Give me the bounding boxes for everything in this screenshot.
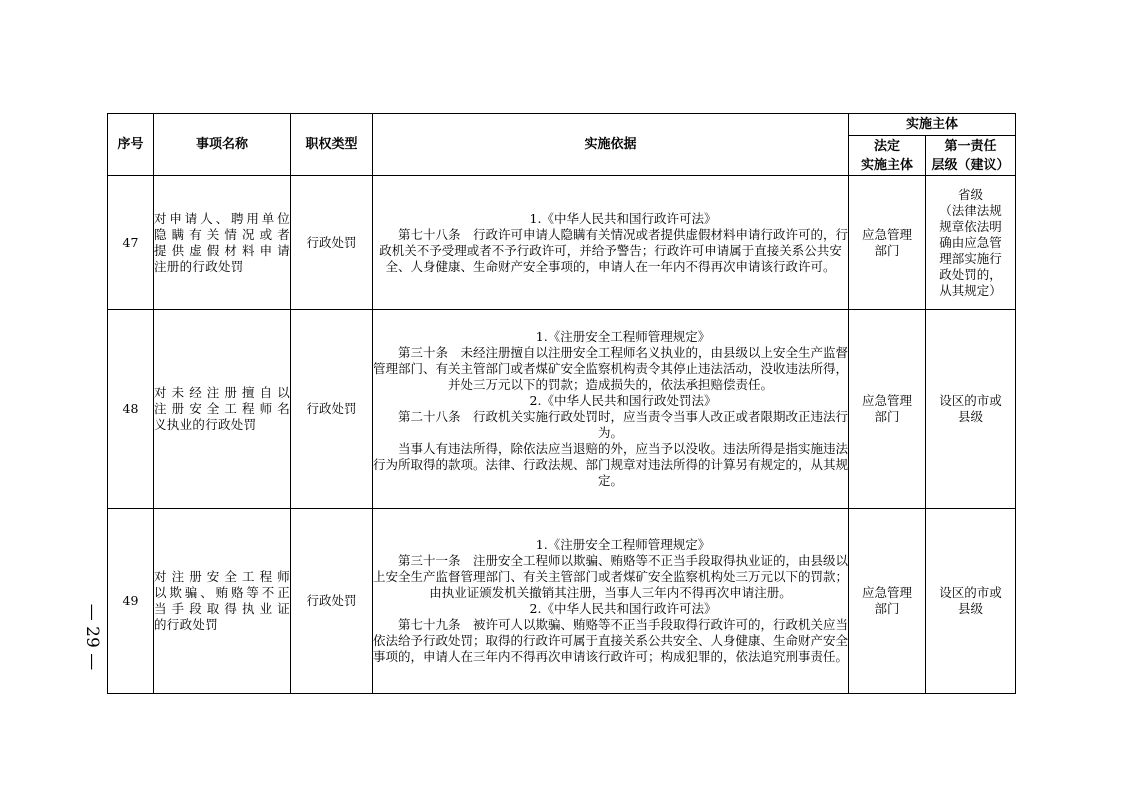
level-line: 从其规定） — [939, 282, 1002, 298]
header-item-name: 事项名称 — [154, 114, 291, 176]
header-first-resp-line1: 第一责任 — [944, 138, 997, 154]
level-line: （法律法规 — [939, 202, 1002, 218]
item-name-line: 注册的行政处罚 — [154, 258, 244, 274]
item-name-line: 对未经注册擅自以 — [154, 385, 290, 400]
item-name-line: 对注册安全工程师 — [154, 569, 290, 584]
header-legal-subject — [849, 136, 926, 176]
basis-paragraph: 第七十八条 行政许可申请人隐瞒有关情况或者提供虚假材料申请行政许可的，行政机关不予受理或者不予行政许可，并给予警告；行政许可申请属于直接关系公共安全、人身健康、生命财产安全事项的，申请人在一年内不得再次申请该行政许可。 — [379, 226, 849, 274]
header-subject-group: 实施主体 — [849, 114, 1016, 136]
item-name-line: 义执业的行政处罚 — [154, 417, 257, 432]
level-line: 确由应急管 — [939, 234, 1002, 250]
header-seq: 序号 — [108, 114, 154, 176]
subject-line: 应急管理 — [861, 393, 912, 408]
row-legal-subject — [849, 310, 926, 509]
row-item-name — [154, 509, 291, 694]
basis-paragraph: 当事人有违法所得，除依法应当退赔的外，应当予以没收。违法所得是指实施违法行为所取得的款项。法律、行政法规、部门规章对违法所得的计算另有规定的，从其规定。 — [373, 441, 849, 488]
row-power-type: 行政处罚 — [291, 310, 373, 509]
basis-paragraph: 1.《注册安全工程师管理规定》 — [535, 537, 711, 552]
row-item-name — [154, 176, 291, 310]
basis-paragraph: 2.《中华人民共和国行政许可法》 — [529, 601, 717, 616]
subject-line: 部门 — [874, 601, 900, 616]
item-name-line: 当手段取得执业证 — [154, 601, 290, 616]
table-row — [108, 509, 1016, 694]
basis-paragraph: 第三十条 未经注册擅自以注册安全工程师名义执业的，由县级以上安全生产监督管理部门、有关主管部门或者煤矿安全监察机构责令其停止违法活动，没收违法所得，并处三万元以下的罚款；造成损失的，依法承担赔偿责任。 — [373, 345, 849, 392]
item-name-line: 以欺骗、贿赂等不正 — [154, 585, 290, 600]
item-name-line: 的行政处罚 — [154, 617, 219, 632]
header-first-responsibility — [926, 136, 1016, 176]
row-first-responsibility — [926, 509, 1016, 694]
item-name-line: 注册安全工程师名 — [154, 401, 290, 416]
table-row — [108, 176, 1016, 310]
row-item-name — [154, 310, 291, 509]
row-basis — [373, 310, 849, 509]
basis-paragraph: 第七十九条 被许可人以欺骗、贿赂等不正当手段取得行政许可的，行政机关应当依法给予行政处罚；取得的行政许可属于直接关系公共安全、人身健康、生命财产安全事项的，申请人在三年内不得再次申请该行政许可；构成犯罪的，依法追究刑事责任。 — [373, 617, 849, 664]
subject-line: 部门 — [874, 409, 900, 424]
level-line: 县级 — [958, 601, 984, 616]
page-number: — 29 — — [82, 603, 102, 671]
row-first-responsibility — [926, 176, 1016, 310]
header-legal-subject-line1: 法定 — [873, 138, 900, 154]
level-line: 规章依法明 — [939, 218, 1002, 234]
header-power-type: 职权类型 — [291, 114, 373, 176]
level-line: 设区的市或 — [939, 393, 1002, 408]
row-seq: 48 — [108, 310, 154, 509]
level-line: 理部实施行 — [939, 250, 1002, 266]
subject-line: 部门 — [874, 242, 900, 258]
row-legal-subject — [849, 509, 926, 694]
row-legal-subject — [849, 176, 926, 310]
power-list-table — [107, 113, 1016, 694]
row-basis — [373, 509, 849, 694]
row-seq: 49 — [108, 509, 154, 694]
row-power-type: 行政处罚 — [291, 176, 373, 310]
item-name-line: 隐瞒有关情况或者 — [154, 226, 290, 242]
row-first-responsibility — [926, 310, 1016, 509]
level-line: 县级 — [958, 409, 984, 424]
row-seq: 47 — [108, 176, 154, 310]
level-line: 设区的市或 — [939, 585, 1002, 600]
subject-line: 应急管理 — [861, 226, 912, 242]
subject-line: 应急管理 — [861, 585, 912, 600]
header-first-resp-line2: 层级（建议） — [931, 157, 1010, 173]
basis-paragraph: 2.《中华人民共和国行政处罚法》 — [529, 393, 717, 408]
basis-paragraph: 1.《中华人民共和国行政许可法》 — [529, 210, 717, 226]
level-line: 政处罚的， — [939, 266, 1002, 282]
item-name-line: 提供虚假材料申请 — [154, 242, 290, 258]
basis-paragraph: 1.《注册安全工程师管理规定》 — [535, 329, 711, 344]
table-row — [108, 310, 1016, 509]
item-name-line: 对申请人、聘用单位 — [154, 210, 290, 226]
basis-paragraph: 第二十八条 行政机关实施行政处罚时，应当责令当事人改正或者限期改正违法行为。 — [398, 409, 849, 440]
header-legal-subject-line2: 实施主体 — [860, 157, 913, 173]
header-basis: 实施依据 — [373, 114, 849, 176]
row-basis — [373, 176, 849, 310]
level-line: 省级 — [958, 186, 984, 202]
basis-paragraph: 第三十一条 注册安全工程师以欺骗、贿赂等不正当手段取得执业证的，由县级以上安全生产监督管理部门、有关主管部门或者煤矿安全监察机构处三万元以下的罚款；由执业证颁发机关撤销其注册，当事人三年内不得再次申请注册。 — [373, 553, 849, 600]
row-power-type: 行政处罚 — [291, 509, 373, 694]
